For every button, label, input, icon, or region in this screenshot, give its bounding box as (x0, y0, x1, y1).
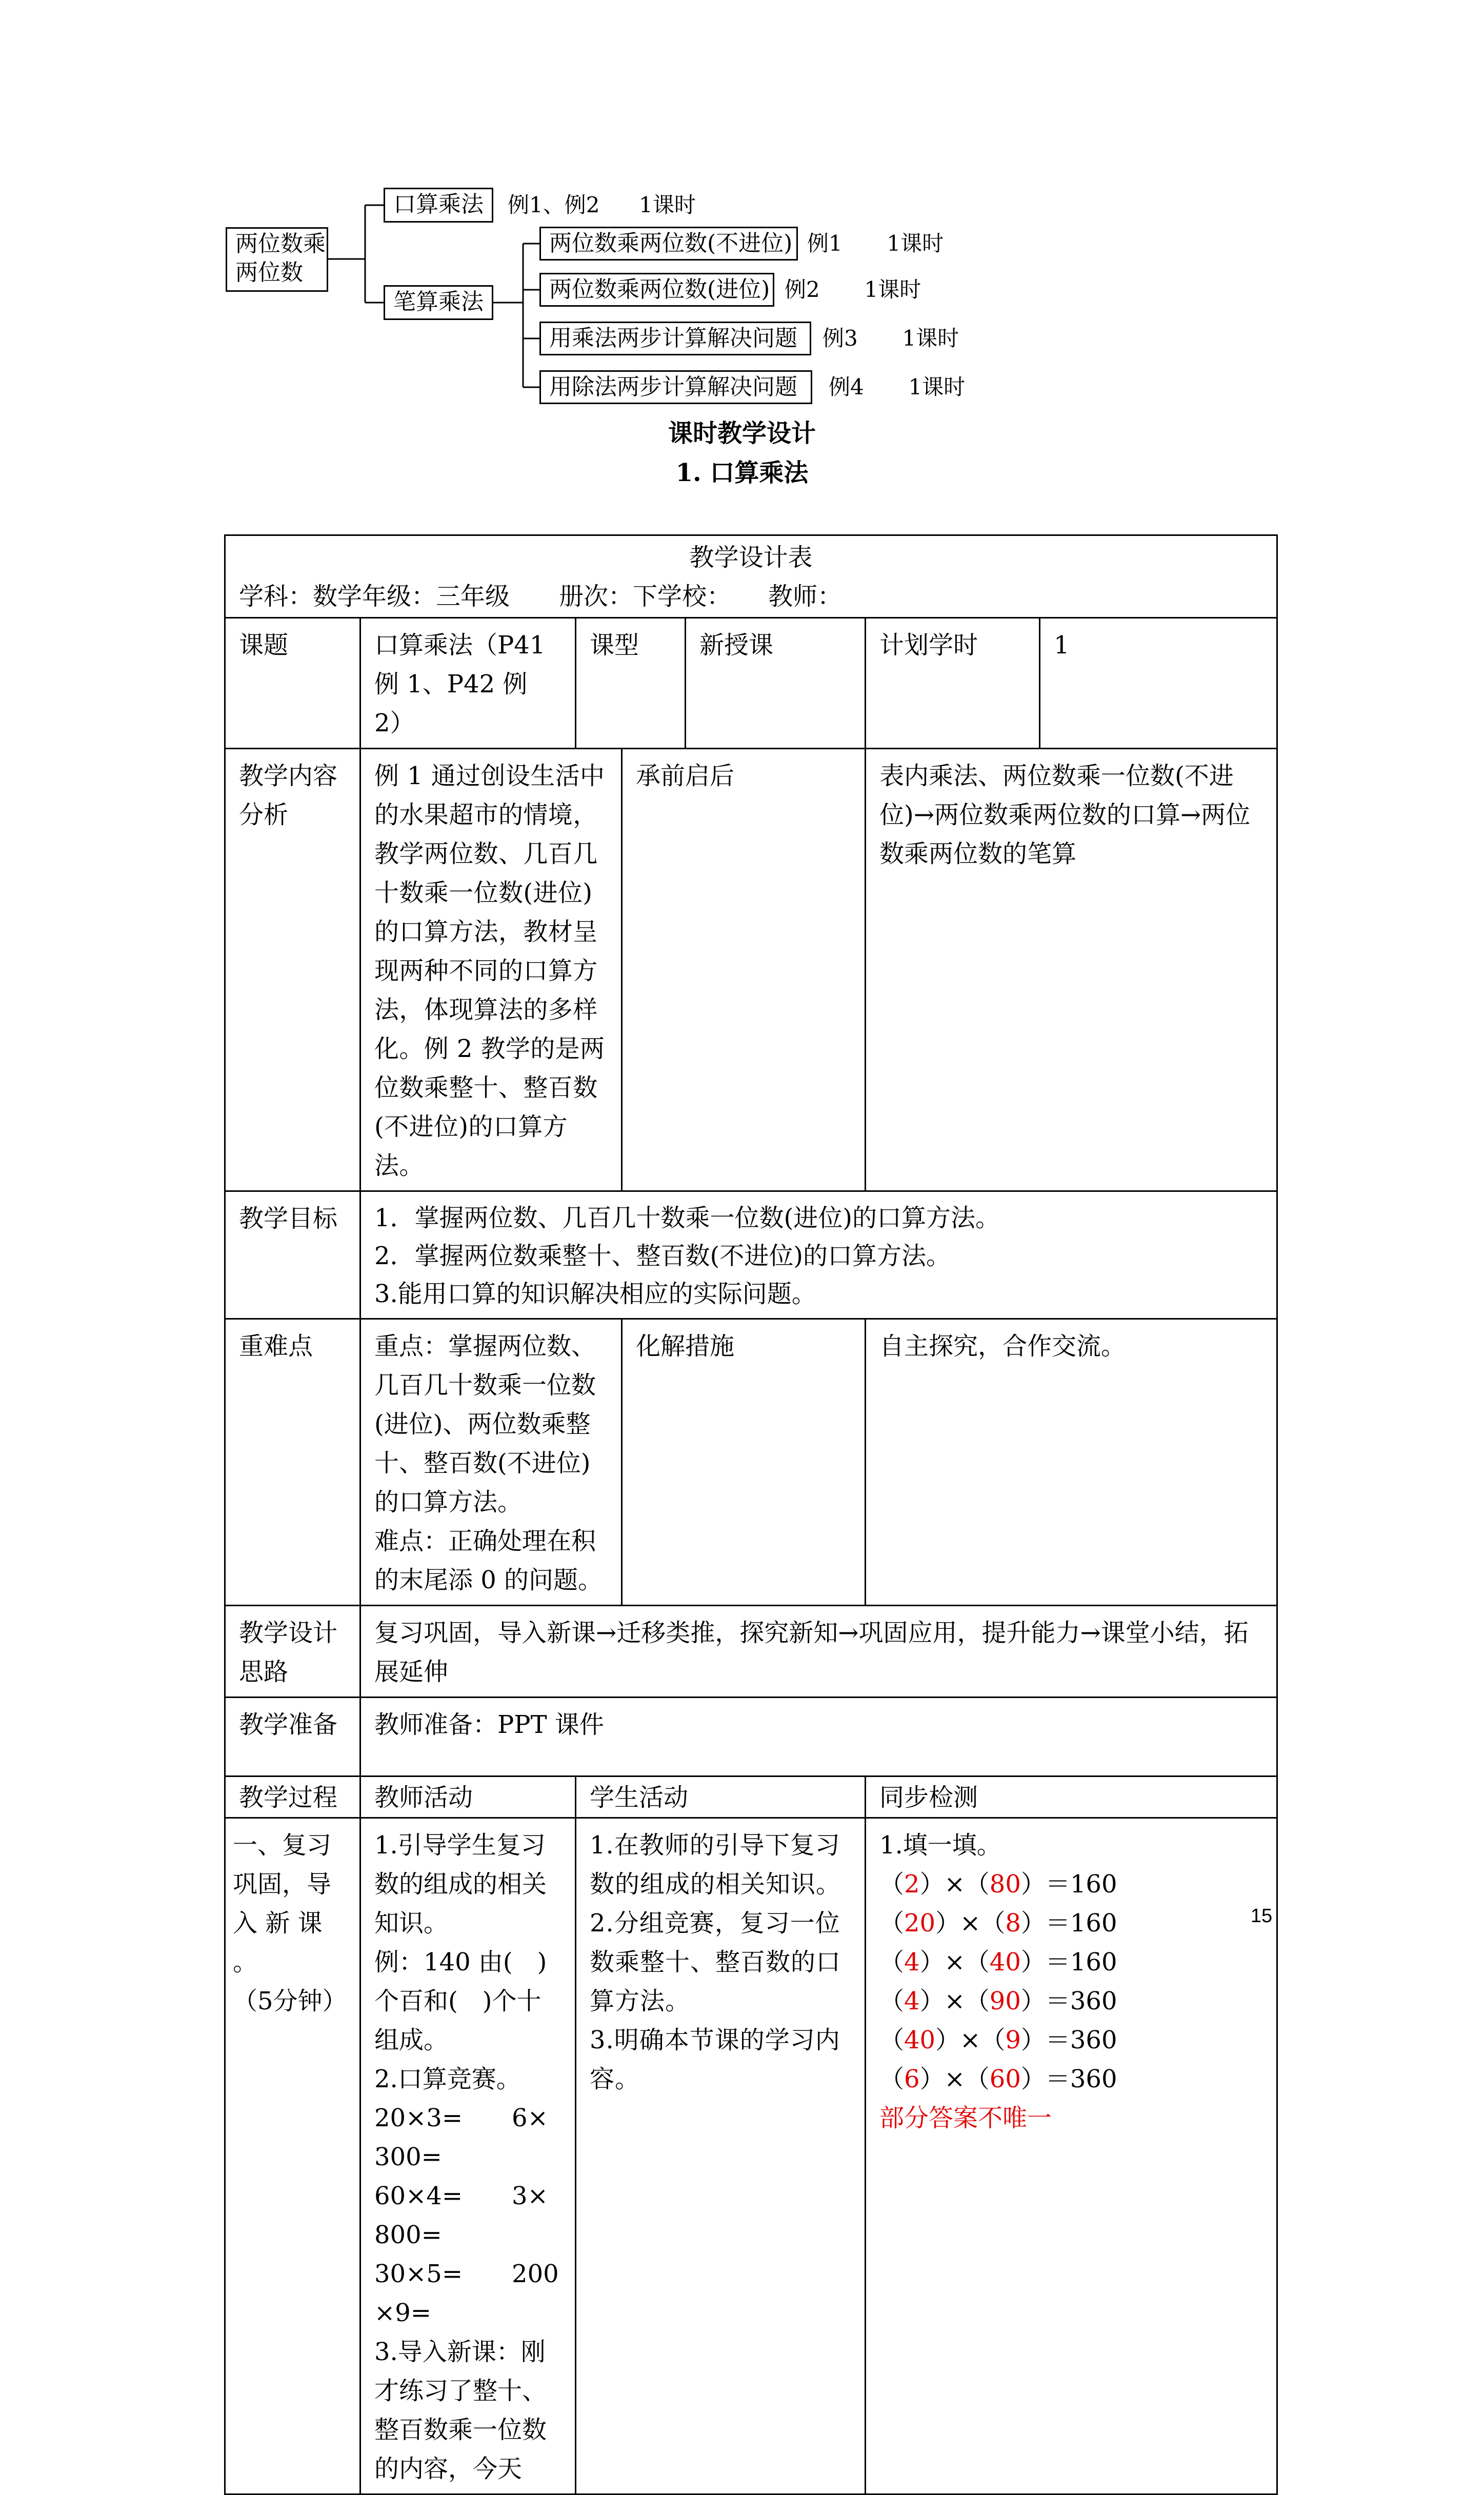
teacher-step-1: 1.引导学生复习数的组成的相关知识。 (374, 1831, 547, 1938)
check-bracket: （ (879, 1909, 905, 1938)
idea-label: 教学设计思路 (225, 1606, 360, 1698)
prep-row (225, 1698, 1277, 1777)
goal-item-1: 1．掌握两位数、几百几十数乘一位数(进位)的口算方法。 (374, 1204, 1000, 1232)
teacher-step-3: 3.导入新课：刚才练习了整十、整百数乘一位数的内容，今天 (374, 2338, 547, 2483)
page-number: 15 (1250, 1905, 1273, 1927)
child-3-example: 例3 (823, 326, 858, 351)
check-bracket: ）×（ (919, 1987, 990, 2015)
check-bracket: ） (1020, 1870, 1046, 1899)
outline-child-1-note (807, 229, 944, 258)
check-bracket: ）×（ (919, 1948, 990, 1977)
type-label: 课型 (576, 618, 686, 749)
type-value: 新授课 (686, 618, 866, 749)
check-item (879, 1865, 1263, 1904)
outline-root-line-1: 两位数乘 (235, 231, 326, 257)
oral-examples: 例1、例2 (508, 192, 600, 217)
child-2-hours: 1课时 (864, 277, 921, 302)
check-answer: 60 (989, 2065, 1021, 2093)
check-result: ＝160 (1045, 1870, 1117, 1899)
teacher-step-2: 2.口算竞赛。 (374, 2065, 521, 2093)
key-label: 重难点 (225, 1319, 360, 1606)
stage-line-3: 入 新 课 。 (233, 1909, 323, 1977)
measure-value: 自主探究，合作交流。 (866, 1319, 1277, 1606)
stage-line-2: 巩固，导 (233, 1870, 332, 1899)
student-step-3: 3.明确本节课的学习内容。 (590, 2026, 840, 2093)
check-bracket: ） (1020, 1987, 1046, 2015)
check-item (879, 1943, 1263, 1982)
check-result: ＝360 (1045, 2026, 1117, 2054)
child-3-hours: 1课时 (902, 326, 959, 351)
check-bracket: ）×（ (935, 1909, 1006, 1938)
hours-label: 计划学时 (866, 618, 1040, 749)
check-title: 1.填一填。 (879, 1831, 1001, 1860)
process-header-stage: 教学过程 (225, 1777, 360, 1818)
child-2-example: 例2 (785, 277, 820, 302)
process-header-row (225, 1777, 1277, 1818)
goal-item-3: 3.能用口算的知识解决相应的实际问题。 (374, 1280, 816, 1308)
teacher-activity-cell (360, 1818, 576, 2494)
check-answer: 90 (989, 1987, 1021, 2015)
outline-root-box (226, 227, 328, 292)
check-bracket: （ (879, 1948, 905, 1977)
outline-child-2-note (785, 275, 921, 304)
check-answer: 9 (1005, 2026, 1021, 2054)
prep-value: 教师准备：PPT 课件 (360, 1698, 1277, 1777)
key-points-row (225, 1319, 1277, 1606)
check-bracket: （ (879, 2065, 905, 2093)
outline-child-1: 两位数乘两位数(不进位) (539, 227, 798, 261)
drill-line-1: 20×3= 6×300= (374, 2104, 548, 2171)
outline-branch-oral-note (508, 191, 696, 219)
goals-row (225, 1191, 1277, 1319)
key-point-text: 重点：掌握两位数、几百几十数乘一位数(进位)、两位数乘整十、整百数(不进位)的口算方法。 (374, 1332, 596, 1516)
check-bracket: （ (879, 2026, 905, 2054)
link-value: 表内乘法、两位数乘一位数(不进位)→两位数乘两位数的口算→两位数乘两位数的笔算 (866, 749, 1277, 1191)
check-answer: 20 (904, 1909, 936, 1938)
check-bracket: ）×（ (919, 2065, 990, 2093)
process-header-student: 学生活动 (576, 1777, 866, 1818)
check-answer: 4 (904, 1987, 920, 2015)
check-bracket: ） (1020, 2026, 1046, 2054)
outline-child-2: 两位数乘两位数(进位) (539, 273, 774, 307)
outline-child-4: 用除法两步计算解决问题 (539, 370, 812, 404)
check-answer: 2 (904, 1870, 920, 1899)
check-bracket: （ (879, 1987, 905, 2015)
table-header-row (225, 535, 1277, 618)
check-bracket: ）×（ (935, 2026, 1006, 2054)
check-answer: 4 (904, 1948, 920, 1977)
check-answer: 8 (1005, 1909, 1021, 1938)
prep-label: 教学准备 (225, 1698, 360, 1777)
stage-line-4: （5分钟） (233, 1987, 347, 2015)
outline-root-line-2: 两位数 (235, 260, 303, 286)
outline-connectors (0, 0, 1484, 421)
outline-child-3-note (823, 324, 959, 353)
process-row (225, 1818, 1277, 2494)
section-title: 课时教学设计 (668, 419, 816, 448)
knowledge-outline (0, 0, 1484, 421)
check-bracket: （ (879, 1870, 905, 1899)
check-result: ＝360 (1045, 2065, 1117, 2093)
idea-value: 复习巩固，导入新课→迁移类推，探究新知→巩固应用，提升能力→课堂小结，拓展延伸 (360, 1606, 1277, 1698)
goals-label: 教学目标 (225, 1191, 360, 1319)
check-answer: 80 (989, 1870, 1021, 1899)
outline-child-3: 用乘法两步计算解决问题 (539, 322, 811, 355)
check-bracket: ） (1020, 1909, 1046, 1938)
check-result: ＝360 (1045, 1987, 1117, 2015)
analysis-label: 教学内容分析 (225, 749, 360, 1191)
measure-label: 化解措施 (622, 1319, 866, 1606)
check-bracket: ） (1020, 1948, 1046, 1977)
difficulty-text: 难点：正确处理在积的末尾添 0 的问题。 (374, 1527, 603, 1594)
check-item (879, 2021, 1263, 2060)
check-answer: 40 (989, 1948, 1021, 1977)
topic-label: 课题 (225, 618, 360, 749)
student-activity-cell (576, 1818, 866, 2494)
stage-line-1: 一、复习 (233, 1831, 332, 1860)
analysis-row (225, 749, 1277, 1191)
drill-line-3: 30×5= 200×9= (374, 2260, 559, 2327)
topic-value: 口算乘法（P41 例 1、P42 例 2） (360, 618, 576, 749)
analysis-value: 例 1 通过创设生活中的水果超市的情境，教学两位数、几百几十数乘一位数(进位)的口算方法，教材呈现两种不同的口算方法，体现算法的多样化。例 2 教学的是两位数乘整十、整百数(不进位)的口算方法。 (360, 749, 622, 1191)
student-step-2: 2.分组竞赛，复习一位数乘整十、整百数的口算方法。 (590, 1909, 841, 2015)
link-label: 承前启后 (622, 749, 866, 1191)
teaching-design-table (224, 534, 1278, 2495)
hours-value: 1 (1040, 618, 1277, 749)
check-bracket: ） (1020, 2065, 1046, 2093)
check-bracket: ）×（ (919, 1870, 990, 1899)
child-1-example: 例1 (807, 231, 843, 256)
child-1-hours: 1课时 (887, 231, 944, 256)
goal-item-2: 2．掌握两位数乘整十、整百数(不进位)的口算方法。 (374, 1242, 951, 1270)
outline-branch-oral: 口算乘法 (384, 188, 493, 223)
check-answer: 6 (904, 2065, 920, 2093)
check-item (879, 1982, 1263, 2021)
process-header-check: 同步检测 (866, 1777, 1277, 1818)
process-stage-cell (225, 1818, 360, 2494)
check-item (879, 1904, 1263, 1943)
teacher-example: 例：140 由( )个百和( )个十组成。 (374, 1948, 547, 2054)
student-step-1: 1.在教师的引导下复习数的组成的相关知识。 (590, 1831, 841, 1899)
table-title: 教学设计表 (689, 543, 813, 572)
check-result: ＝160 (1045, 1948, 1117, 1977)
oral-hours: 1课时 (639, 192, 696, 217)
check-note: 部分答案不唯一 (879, 2104, 1052, 2132)
design-idea-row (225, 1606, 1277, 1698)
check-result: ＝160 (1045, 1909, 1117, 1938)
topic-row (225, 618, 1277, 749)
table-info-line: 学科：数学年级：三年级 册次：下学校： 教师： (239, 582, 843, 611)
child-4-hours: 1课时 (908, 374, 966, 400)
check-answer: 40 (904, 2026, 936, 2054)
process-header-teacher: 教师活动 (360, 1777, 576, 1818)
outline-branch-written: 笔算乘法 (384, 285, 493, 320)
outline-child-4-note (829, 373, 965, 402)
check-item (879, 2060, 1263, 2099)
child-4-example: 例4 (829, 374, 864, 400)
drill-line-2: 60×4= 3×800= (374, 2182, 548, 2249)
check-list (879, 1865, 1263, 2099)
lesson-title: 1. 口算乘法 (675, 458, 809, 487)
sync-check-cell (866, 1818, 1277, 2494)
